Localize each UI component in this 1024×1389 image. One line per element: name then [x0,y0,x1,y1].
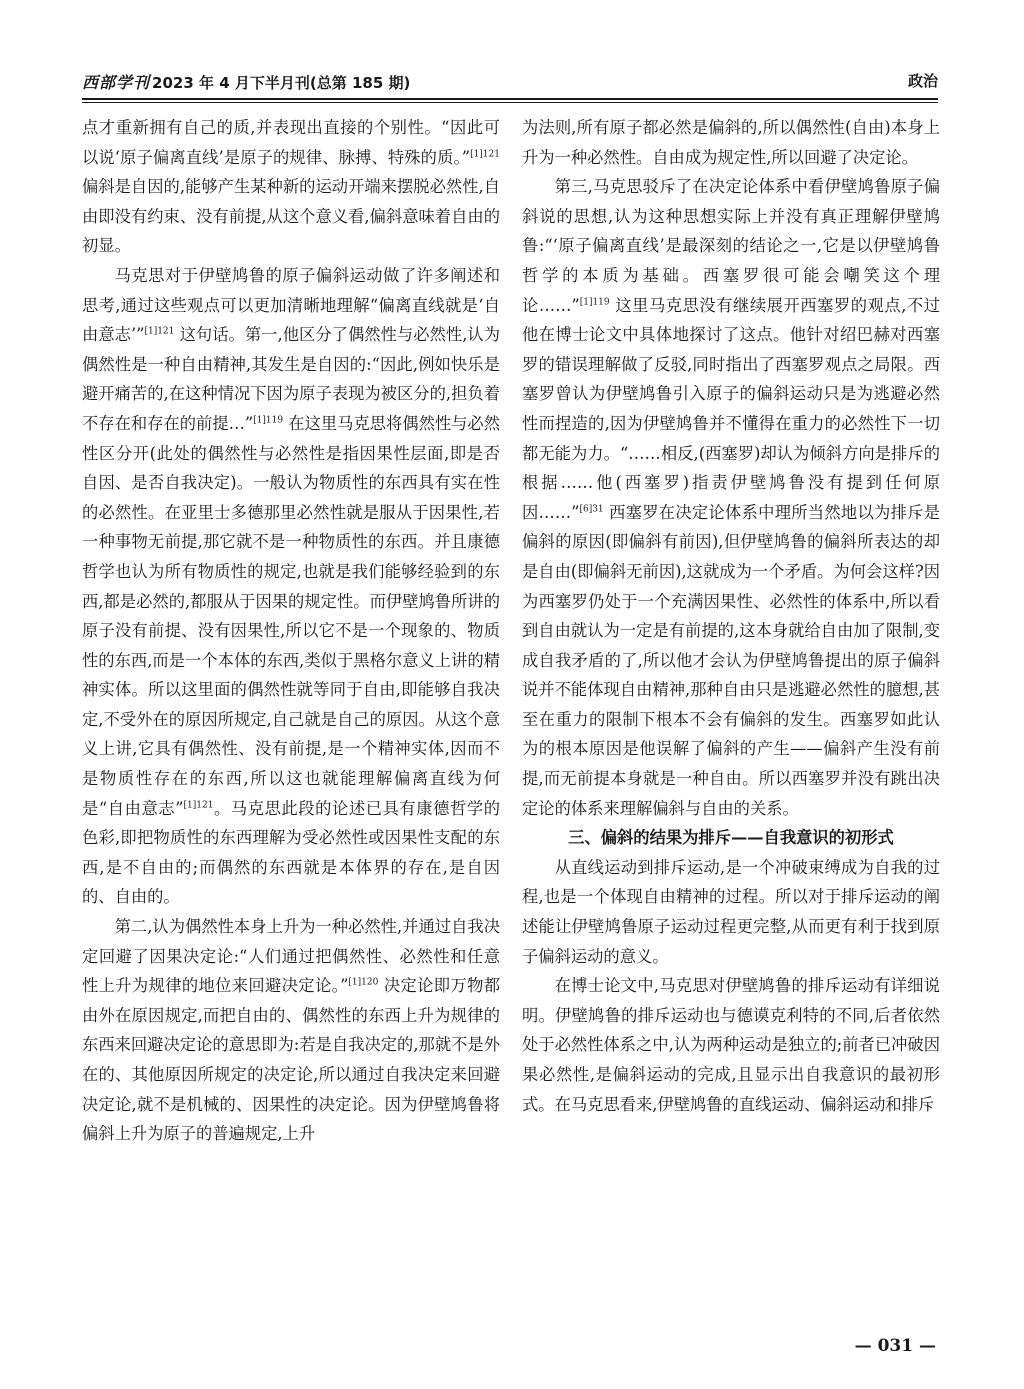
citation: [1]121 [144,326,175,337]
journal-logo: 西部学刊 [82,73,151,92]
paragraph: 为法则,所有原子都必然是偏斜的,所以偶然性(自由)本身上升为一种必然性。自由成为规定性,所以回避了决定论。 [522,118,940,167]
citation: [1]121 [470,149,500,160]
paragraph: 点才重新拥有自己的质,并表现出直接的个别性。“因此可以说‘原子偏离直线’是原子的规律、脉搏、特殊的质。”$^{[1]121}$ 偏斜是自因的,能够产生某种新的运动开端来摆脱必然性,自由即没有约束、没有前提,从这个意义看,偏斜意味着自由的初显。 [82,118,500,256]
citation: [1]119 [253,415,284,426]
citation: [1]121 [183,800,214,811]
page-number: — 031 — [854,1336,936,1356]
paragraph: 在博士论文中,马克思对伊壁鸠鲁的排斥运动有详细说明。伊壁鸠鲁的排斥运动也与德谟克利特的不同,后者依然处于必然性体系之中,认为两种运动是独立的;前者已冲破因果必然性,是偏斜运动的完成,且显示出自我意识的最初形式。在马克思看来,伊壁鸠鲁的直线运动、偏斜运动和排斥 [522,976,940,1114]
citation: [1]120 [348,977,379,988]
header-rule [82,98,938,100]
right-column [522,113,940,1333]
running-header [82,70,938,100]
citation: [6]31 [579,504,604,515]
paragraph: 第三,马克思驳斥了在决定论体系中看伊壁鸠鲁原子偏斜说的思想,认为这种思想实际上并没有真正理解伊壁鸠鲁:“‘原子偏离直线’是最深刻的结论之一,它是以伊壁鸠鲁哲学的本质为基础。西塞罗很可能会嘲笑这个理论……”$^{[1]119}$ 这里马克思没有继续展开西塞罗的观点,不过他在博士论文中具体地探讨了这点。他针对绍巴赫对西塞罗的错误理解做了反驳,同时指出了西塞罗观点之局限。西塞罗曾认为伊壁鸠鲁引入原子的偏斜运动只是为逃避必然性而捏造的,因为伊壁鸠鲁并不懂得在重力的必然性下一切都无能为力。“……相反,(西塞罗)却认为倾斜方向是排斥的根据……他(西塞罗)指责伊壁鸠鲁没有提到任何原因……”$^{[6]31}$ 西塞罗在决定论体系中理所当然地以为排斥是偏斜的原因(即偏斜有前因),但伊壁鸠鲁的偏斜所表达的却是自由(即偏斜无前因),这就成为一个矛盾。为何会这样?因为西塞罗仍处于一个充满因果性、必然性的体系中,所以看到自由就认为一定是有前提的,这本身就给自由加了限制,变成自我矛盾的了,所以他才会认为伊壁鸠鲁提出的原子偏斜说并不能体现自由精神,那种自由只是逃避必然性的臆想,甚至在重力的限制下根本不会有偏斜的发生。西塞罗如此认为的根本原因是他误解了偏斜的产生——偏斜产生没有前提,而无前提本身就是一种自由。所以西塞罗并没有跳出决定论的体系来理解偏斜与自由的关系。 [522,177,940,818]
section-name: 政治 [907,72,938,90]
paragraph: 从直线运动到排斥运动,是一个冲破束缚成为自我的过程,也是一个体现自由精神的过程。所以对于排斥运动的阐述能让伊壁鸠鲁原子运动过程更完整,从而更有利于找到原子偏斜运动的意义。 [522,857,940,966]
journal-issue-line [82,70,410,93]
issue-info: 2023 年 4 月下半月刊(总第 185 期) [152,74,411,92]
citation: [1]119 [579,297,610,308]
section-heading: 三、偏斜的结果为排斥——自我意识的初形式 [568,828,894,848]
paragraph: 马克思对于伊壁鸠鲁的原子偏斜运动做了许多阐述和思考,通过这些观点可以更加清晰地理解“偏离直线就是‘自由意志’”$^{[1]121}$ 这句话。第一,他区分了偶然性与必然性,认为偶然性是一种自由精神,其发生是自因的:“因此,例如快乐是避开痛苦的,在这种情况下因为原子表现为被区分的,担负着不存在和存在的前提…”$^{[1]119}$ 在这里马克思将偶然性与必然性区分开(此处的偶然性与必然性是指因果性层面,即是否自因、是否自我决定)。一般认为物质性的东西具有实在性的必然性。在亚里士多德那里必然性就是服从于因果性,若一种事物无前提,那它就不是一种物质性的东西。并且康德哲学也认为所有物质性的规定,也就是我们能够经验到的东西,都是必然的,都服从于因果的规定性。而伊壁鸠鲁所讲的原子没有前提、没有因果性,所以它不是一个现象的、物质性的东西,而是一个本体的东西,类似于黑格尔意义上讲的精神实体。所以这里面的偶然性就等同于自由,即能够自我决定,不受外在的原因所规定,自己就是自己的原因。从这个意义上讲,它具有偶然性、没有前提,是一个精神实体,因而不是物质性存在的东西,所以这也就能理解偏离直线为何是“自由意志”$^{[1]121}$。马克思此段的论述已具有康德哲学的色彩,即把物质性的东西理解为受必然性或因果性支配的东西,是不自由的;而偶然的东西就是本体界的存在,是自因的、自由的。 [82,265,500,907]
paragraph: 第二,认为偶然性本身上升为一种必然性,并通过自我决定回避了因果决定论:“人们通过把偶然性、必然性和任意性上升为规律的地位来回避决定论。”$^{[1]120}$ 决定论即万物都由外在原因规定,而把自由的、偶然性的东西上升为规律的东西来回避决定论的意思即为:若是自我决定的,那就不是外在的、其他原因所规定的决定论,所以通过自我决定来回避决定论,就不是机械的、因果性的决定论。因为伊壁鸠鲁将偏斜上升为原子的普遍规定,上升 [82,917,500,1144]
left-column [82,113,500,1333]
header-rule-thin [82,102,938,103]
